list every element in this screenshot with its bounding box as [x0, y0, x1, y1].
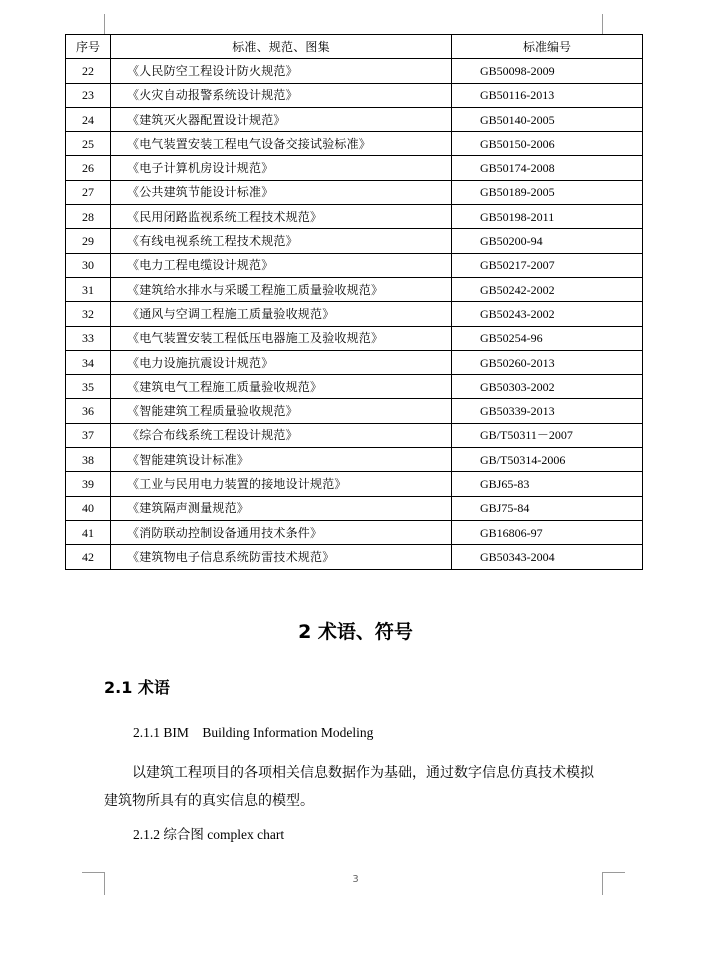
cell-code: GB50343-2004: [452, 545, 643, 569]
cell-no: 37: [66, 423, 111, 447]
table-row: [66, 59, 643, 83]
cell-code: GB50174-2008: [452, 156, 643, 180]
table-row: [66, 253, 643, 277]
cell-code: GB50150-2006: [452, 132, 643, 156]
cell-name: 《火灾自动报警系统设计规范》: [111, 83, 452, 107]
page-number: 3: [352, 874, 359, 885]
cell-code: GB50254-96: [452, 326, 643, 350]
cell-no: 34: [66, 350, 111, 374]
table-row: [66, 229, 643, 253]
cell-no: 24: [66, 107, 111, 131]
table-row: [66, 277, 643, 301]
standards-table: [65, 34, 643, 570]
cell-code: GB50243-2002: [452, 302, 643, 326]
cell-name: 《通风与空调工程施工质量验收规范》: [111, 302, 452, 326]
table-row: [66, 423, 643, 447]
cell-no: 27: [66, 180, 111, 204]
cell-name: 《建筑电气工程施工质量验收规范》: [111, 375, 452, 399]
cell-code: GBJ75-84: [452, 496, 643, 520]
table-row: [66, 107, 643, 131]
cell-code: GB50303-2002: [452, 375, 643, 399]
cell-no: 38: [66, 448, 111, 472]
cell-no: 25: [66, 132, 111, 156]
cell-no: 39: [66, 472, 111, 496]
cell-no: 23: [66, 83, 111, 107]
table-body: [66, 59, 643, 569]
cell-no: 22: [66, 59, 111, 83]
header-code: 标准编号: [452, 35, 643, 59]
cell-code: GB16806-97: [452, 520, 643, 544]
cell-name: 《电力设施抗震设计规范》: [111, 350, 452, 374]
table-row: [66, 375, 643, 399]
cell-name: 《建筑隔声测量规范》: [111, 496, 452, 520]
cell-code: GB/T50311－2007: [452, 423, 643, 447]
cell-code: GB50140-2005: [452, 107, 643, 131]
table-row: [66, 520, 643, 544]
cell-no: 42: [66, 545, 111, 569]
cell-code: GB50116-2013: [452, 83, 643, 107]
term-heading-bim: 2.1.1 BIM Building Information Modeling: [133, 725, 374, 740]
cell-no: 36: [66, 399, 111, 423]
header-no: 序号: [66, 35, 111, 59]
term-description-bim: 以建筑工程项目的各项相关信息数据作为基础，通过数字信息仿真技术模拟建筑物所具有的真实信息的模型。: [104, 765, 594, 809]
table-row: [66, 472, 643, 496]
cell-code: GB50200-94: [452, 229, 643, 253]
chapter-title: 2 术语、符号: [298, 621, 413, 643]
cell-name: 《建筑给水排水与采暖工程施工质量验收规范》: [111, 277, 452, 301]
cell-name: 《公共建筑节能设计标准》: [111, 180, 452, 204]
cell-name: 《民用闭路监视系统工程技术规范》: [111, 205, 452, 229]
table-row: [66, 132, 643, 156]
cell-name: 《有线电视系统工程技术规范》: [111, 229, 452, 253]
term-heading-complex-chart: 2.1.2 综合图 complex chart: [133, 827, 285, 842]
cell-code: GB50242-2002: [452, 277, 643, 301]
cell-no: 33: [66, 326, 111, 350]
cell-name: 《综合布线系统工程设计规范》: [111, 423, 452, 447]
cell-name: 《建筑物电子信息系统防雷技术规范》: [111, 545, 452, 569]
table-row: [66, 545, 643, 569]
table-row: [66, 399, 643, 423]
table-row: [66, 156, 643, 180]
table-row: [66, 326, 643, 350]
cell-no: 41: [66, 520, 111, 544]
cell-name: 《消防联动控制设备通用技术条件》: [111, 520, 452, 544]
cell-name: 《电气装置安装工程电气设备交接试验标准》: [111, 132, 452, 156]
cell-no: 32: [66, 302, 111, 326]
cell-code: GB50189-2005: [452, 180, 643, 204]
cell-name: 《智能建筑设计标准》: [111, 448, 452, 472]
table-header-row: [66, 35, 643, 59]
table-row: [66, 205, 643, 229]
table-row: [66, 83, 643, 107]
cell-code: GB50098-2009: [452, 59, 643, 83]
cell-no: 31: [66, 277, 111, 301]
cell-no: 28: [66, 205, 111, 229]
cell-name: 《建筑灭火器配置设计规范》: [111, 107, 452, 131]
section-title: 2.1 术语: [104, 678, 170, 697]
cell-code: GBJ65-83: [452, 472, 643, 496]
corner-mark-top-left: [104, 14, 105, 34]
cell-name: 《工业与民用电力装置的接地设计规范》: [111, 472, 452, 496]
cell-code: GB50198-2011: [452, 205, 643, 229]
table-row: [66, 180, 643, 204]
cell-name: 《电气装置安装工程低压电器施工及验收规范》: [111, 326, 452, 350]
cell-code: GB50217-2007: [452, 253, 643, 277]
cell-name: 《电力工程电缆设计规范》: [111, 253, 452, 277]
table-row: [66, 448, 643, 472]
corner-mark-top-right: [602, 14, 603, 34]
cell-no: 30: [66, 253, 111, 277]
cell-no: 35: [66, 375, 111, 399]
cell-name: 《人民防空工程设计防火规范》: [111, 59, 452, 83]
cell-code: GB50339-2013: [452, 399, 643, 423]
cell-name: 《电子计算机房设计规范》: [111, 156, 452, 180]
cell-code: GB/T50314-2006: [452, 448, 643, 472]
header-name: 标准、规范、图集: [111, 35, 452, 59]
table-row: [66, 350, 643, 374]
cell-no: 26: [66, 156, 111, 180]
cell-no: 40: [66, 496, 111, 520]
cell-no: 29: [66, 229, 111, 253]
table-row: [66, 496, 643, 520]
cell-code: GB50260-2013: [452, 350, 643, 374]
table-row: [66, 302, 643, 326]
cell-name: 《智能建筑工程质量验收规范》: [111, 399, 452, 423]
